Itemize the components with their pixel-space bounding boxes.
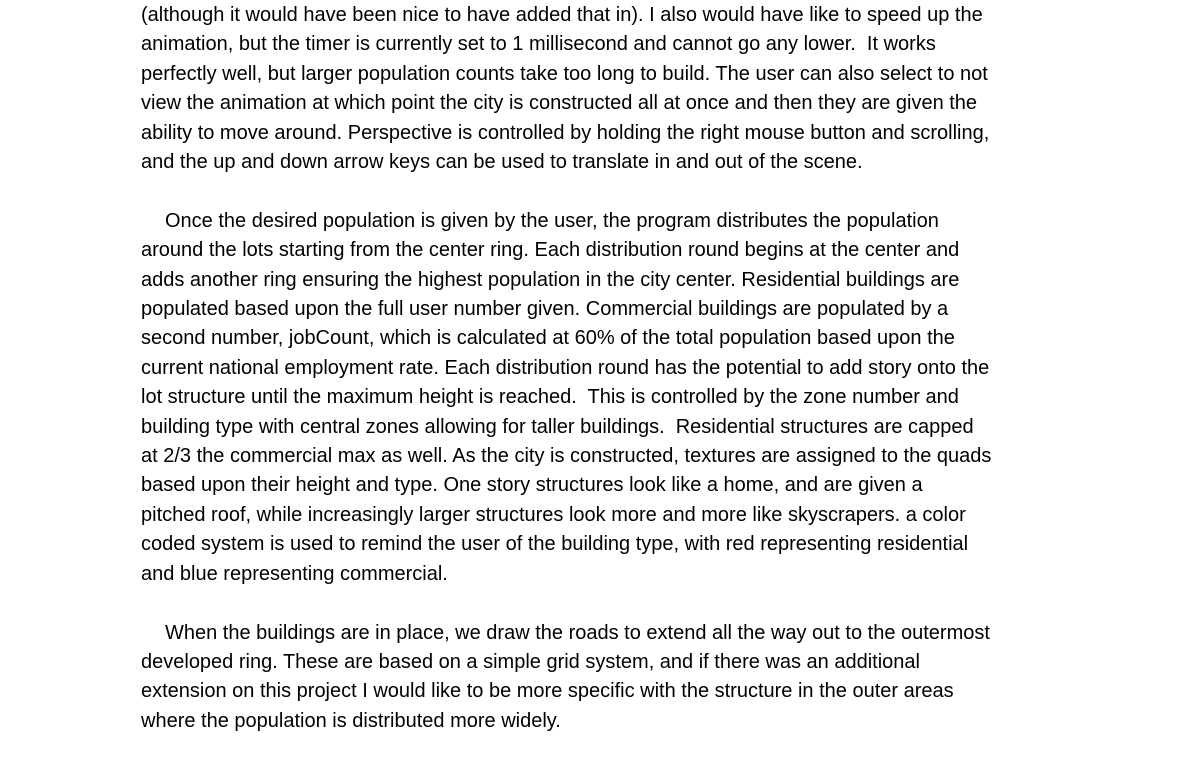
text-line: at 2/3 the commercial max as well. As the city is constructed, textures are assigned to the quads <box>141 445 992 468</box>
text-line: Once the desired population is given by the user, the program distributes the population <box>165 209 939 232</box>
text-line: extension on this project I would like to be more specific with the structure in the outer areas <box>141 680 954 703</box>
text-line: ability to move around. Perspective is controlled by holding the right mouse button and scrolling, <box>141 121 990 144</box>
text-line: current national employment rate. Each distribution round has the potential to add story onto the <box>141 356 990 379</box>
paragraph-2 <box>141 207 1081 589</box>
text-line: developed ring. These are based on a simple grid system, and if there was an additional <box>141 650 920 673</box>
text-line: and the up and down arrow keys can be used to translate in and out of the scene. <box>141 151 863 174</box>
text-line: lot structure until the maximum height is reached. This is controlled by the zone number and <box>141 386 959 409</box>
paragraph-gap <box>141 177 1081 206</box>
text-line: adds another ring ensuring the highest population in the city center. Residential buildings are <box>141 268 960 291</box>
text-line: perfectly well, but larger population counts take too long to build. The user can also select to not <box>141 62 988 85</box>
text-line: pitched roof, while increasingly larger structures look more and more like skyscrapers. a color <box>141 503 966 526</box>
document-page <box>141 1 1081 736</box>
text-line: based upon their height and type. One story structures look like a home, and are given a <box>141 474 923 497</box>
paragraph-gap <box>141 589 1081 618</box>
paragraph-3 <box>141 619 1081 737</box>
paragraph-1 <box>141 1 1081 177</box>
text-line: populated based upon the full user number given. Commercial buildings are populated by a <box>141 298 949 321</box>
text-line: building type with central zones allowing for taller buildings. Residential structures are capped <box>141 415 974 438</box>
text-line: and blue representing commercial. <box>141 562 448 585</box>
text-line: view the animation at which point the city is constructed all at once and then they are given the <box>141 92 978 115</box>
text-line: When the buildings are in place, we draw the roads to extend all the way out to the outermost <box>165 621 990 644</box>
text-line: (although it would have been nice to have added that in). I also would have like to speed up the <box>141 4 983 26</box>
text-line: second number, jobCount, which is calculated at 60% of the total population based upon the <box>141 327 955 350</box>
text-line: around the lots starting from the center ring. Each distribution round begins at the center and <box>141 239 960 262</box>
text-line: animation, but the timer is currently set to 1 millisecond and cannot go any lower. It works <box>141 33 936 56</box>
text-line: where the population is distributed more widely. <box>141 709 561 732</box>
text-line: coded system is used to remind the user of the building type, with red representing residential <box>141 533 969 556</box>
